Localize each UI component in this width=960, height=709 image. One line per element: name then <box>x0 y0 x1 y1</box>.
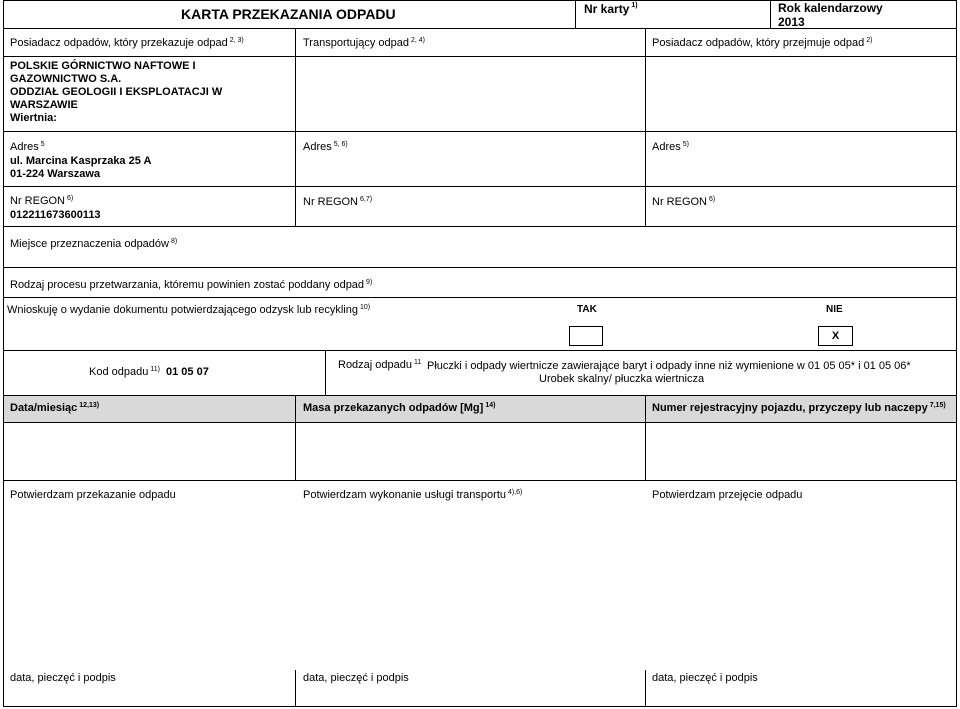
waste-code-value: 01 05 07 <box>166 366 209 378</box>
rule-process <box>3 297 957 298</box>
rule-destination <box>3 267 957 268</box>
no-checkbox-mark: X <box>831 330 840 342</box>
giver-name-line-2: GAZOWNICTWO S.A. <box>10 73 122 85</box>
receiver-heading: Posiadacz odpadów, który przejmuje odpad $^{2)}$ <box>652 37 873 49</box>
giver-regon-value: 012211673600113 <box>10 209 101 221</box>
giver-address-line-1: ul. Marcina Kasprzaka 25 A <box>10 155 152 167</box>
giver-name-line-5: Wiertnia: <box>10 112 57 124</box>
frame-bottom <box>3 706 957 707</box>
rule-header-card <box>575 0 576 29</box>
rule-header <box>3 28 957 29</box>
receiver-address-label: Adres $^{5)}$ <box>652 141 689 153</box>
yes-checkbox[interactable] <box>569 326 603 346</box>
giver-name-line-3: ODDZIAŁ GEOLOGII I EKSPLOATACJI W <box>10 86 223 98</box>
rule-conf-col1 <box>295 670 296 706</box>
confirm-giver: Potwierdzam przekazanie odpadu <box>10 489 176 501</box>
giver-address-label: Adres $^5$ <box>10 141 45 153</box>
receiver-signature-label: data, pieczęć i podpis <box>652 672 758 684</box>
rule-conf-col2 <box>645 670 646 706</box>
rule-name <box>3 131 957 132</box>
recycling-request-label: Wnioskuję o wydanie dokumentu potwierdzającego odzysk lub recykling $^{10)}$ <box>7 304 371 316</box>
confirm-receiver: Potwierdzam przejęcie odpadu <box>652 489 803 501</box>
giver-name-line-1: POLSKIE GÓRNICTWO NAFTOWE I <box>10 60 196 72</box>
receiver-regon-label: Nr REGON $^{6)}$ <box>652 196 716 208</box>
giver-signature-label: data, pieczęć i podpis <box>10 672 116 684</box>
rule-waste <box>3 395 957 396</box>
rule-request <box>3 350 957 351</box>
document-title: KARTA PRZEKAZANIA ODPADU <box>181 6 396 22</box>
no-checkbox[interactable] <box>818 326 853 346</box>
transport-signature-label: data, pieczęć i podpis <box>303 672 409 684</box>
mass-column-header: Masa przekazanych odpadów [Mg] $^{14)}$ <box>303 402 496 414</box>
rule-regon <box>3 226 957 227</box>
process-label: Rodzaj procesu przetwarzania, któremu powinien zostać poddany odpad $^{9)}$ <box>10 279 373 291</box>
transporter-heading: Transportujący odpad $^{2, 4)}$ <box>303 37 426 49</box>
waste-type-value: Płuczki i odpady wiertnicze zawierające baryt i odpady inne niż wymienione w 01 05 05* i 01 05 06* <box>427 360 911 372</box>
year-label: Rok kalendarzowy <box>778 1 883 15</box>
frame-right <box>956 0 957 707</box>
vehicle-column-header: Numer rejestracyjny pojazdu, przyczepy lub naczepy $^{7,15)}$ <box>652 402 946 414</box>
rule-header-year <box>770 0 771 29</box>
giver-heading: Posiadacz odpadów, który przekazuje odpad $^{2, 3)}$ <box>10 37 244 49</box>
giver-name-line-4: WARSZAWIE <box>10 99 78 111</box>
date-column-header: Data/miesiąc $^{12,13)}$ <box>10 402 100 414</box>
yes-label: TAK <box>577 304 597 315</box>
rule-table-head <box>3 422 957 423</box>
transporter-regon-label: Nr REGON $^{6,7)}$ <box>303 196 373 208</box>
rule-address <box>3 186 957 187</box>
transporter-address-label: Adres $^{5, 6)}$ <box>303 141 348 153</box>
rule-tbl-col2 <box>645 395 646 481</box>
confirm-transport: Potwierdzam wykonanie usługi transportu $^{4),6)}$ <box>303 489 523 501</box>
giver-regon-label: Nr REGON $^{6)}$ <box>10 195 74 207</box>
frame-left <box>3 0 4 707</box>
rule-col2 <box>645 28 646 227</box>
rule-waste-col <box>325 350 326 396</box>
rule-tbl-col1 <box>295 395 296 481</box>
rule-parties <box>3 56 957 57</box>
waste-type-label: Rodzaj odpadu $^{11}$ <box>338 359 422 371</box>
waste-type-value-2: Urobek skalny/ płuczka wiertnicza <box>539 373 705 385</box>
no-label: NIE <box>826 304 843 315</box>
waste-code-label: Kod odpadu $^{11)}$ <box>89 366 160 378</box>
destination-label: Miejsce przeznaczenia odpadów $^{8)}$ <box>10 238 178 250</box>
year-value: 2013 <box>778 15 805 29</box>
giver-address-line-2: 01-224 Warszawa <box>10 168 101 180</box>
rule-table-body <box>3 480 957 481</box>
card-number-label: Nr karty $^{1)}$ <box>584 2 638 16</box>
rule-col1 <box>295 28 296 227</box>
